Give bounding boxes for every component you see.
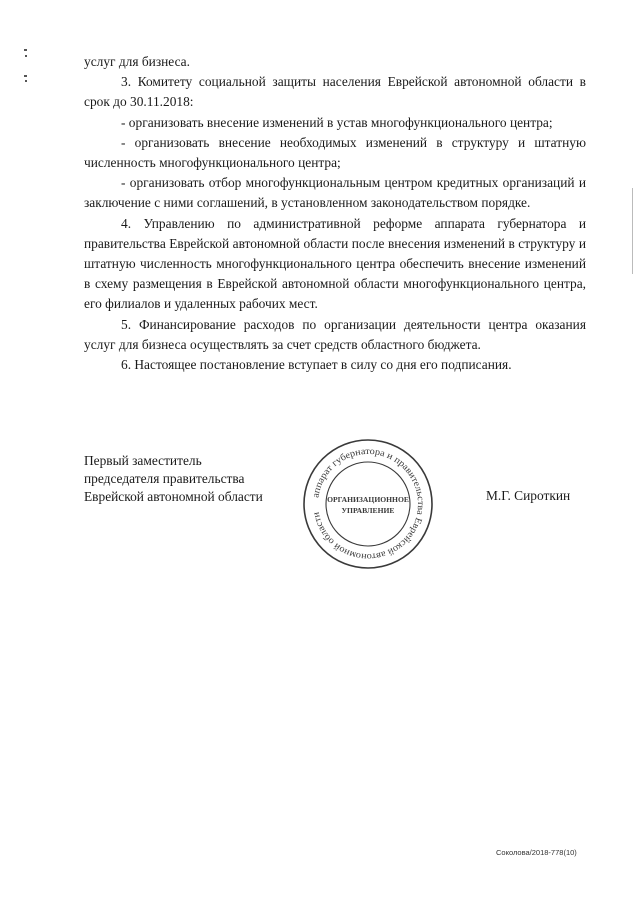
paragraph: 3. Комитету социальной защиты населения Еврейской автономной области в срок до 30.11.2018: <box>84 74 586 110</box>
signatory-position <box>84 452 314 506</box>
paragraph: - организовать внесение необходимых изменений в структуру и штатную численность многофункционального центра; <box>84 134 586 171</box>
stamp-center-line1: ОРГАНИЗАЦИОННОЕ <box>327 495 409 504</box>
paragraph: 5. Финансирование расходов по организации деятельности центра оказания услуг для бизнеса осуществлять за счет средств областного бюджета. <box>84 316 586 352</box>
stamp-center-line2: УПРАВЛЕНИЕ <box>341 506 395 515</box>
scan-mark <box>25 80 27 82</box>
position-line: Первый заместитель <box>84 453 202 468</box>
document-code: Соколова/2018-778(10) <box>496 848 577 857</box>
scan-mark <box>24 75 27 77</box>
paragraph: 6. Настоящее постановление вступает в силу со дня его подписания. <box>121 357 512 373</box>
official-stamp <box>300 436 436 572</box>
paragraph: услуг для бизнеса. <box>84 54 190 69</box>
document-body <box>84 52 586 375</box>
scan-mark <box>25 55 27 57</box>
signatory-name: М.Г. Сироткин <box>486 488 571 503</box>
position-line: Еврейской автономной области <box>84 489 263 504</box>
scan-mark <box>632 188 633 274</box>
stamp-ring-text <box>311 447 425 561</box>
stamp-outer-ring <box>304 440 432 568</box>
paragraph: - организовать отбор многофункциональным центром кредитных организаций и заключение с ними соглашений, в установленном законодательством порядке. <box>84 175 586 211</box>
stamp-ring-path: аппарат губернатора и правительства Еврейской автономной области <box>311 446 426 562</box>
stamp-inner-ring <box>326 462 410 546</box>
position-line: председателя правительства <box>84 471 245 486</box>
paragraph: 4. Управлению по административной реформе аппарата губернатора и правительства Еврейской автономной области после внесения изменений в структуру и штатную численность многофункционального центра обеспечить внесение изменений в схему размещения в Еврейской автономной области многофункционального центра, его филиалов и удаленных рабочих мест. <box>84 215 586 312</box>
paragraph: - организовать внесение изменений в устав многофункционального центра; <box>121 114 553 130</box>
scan-mark <box>24 49 27 51</box>
